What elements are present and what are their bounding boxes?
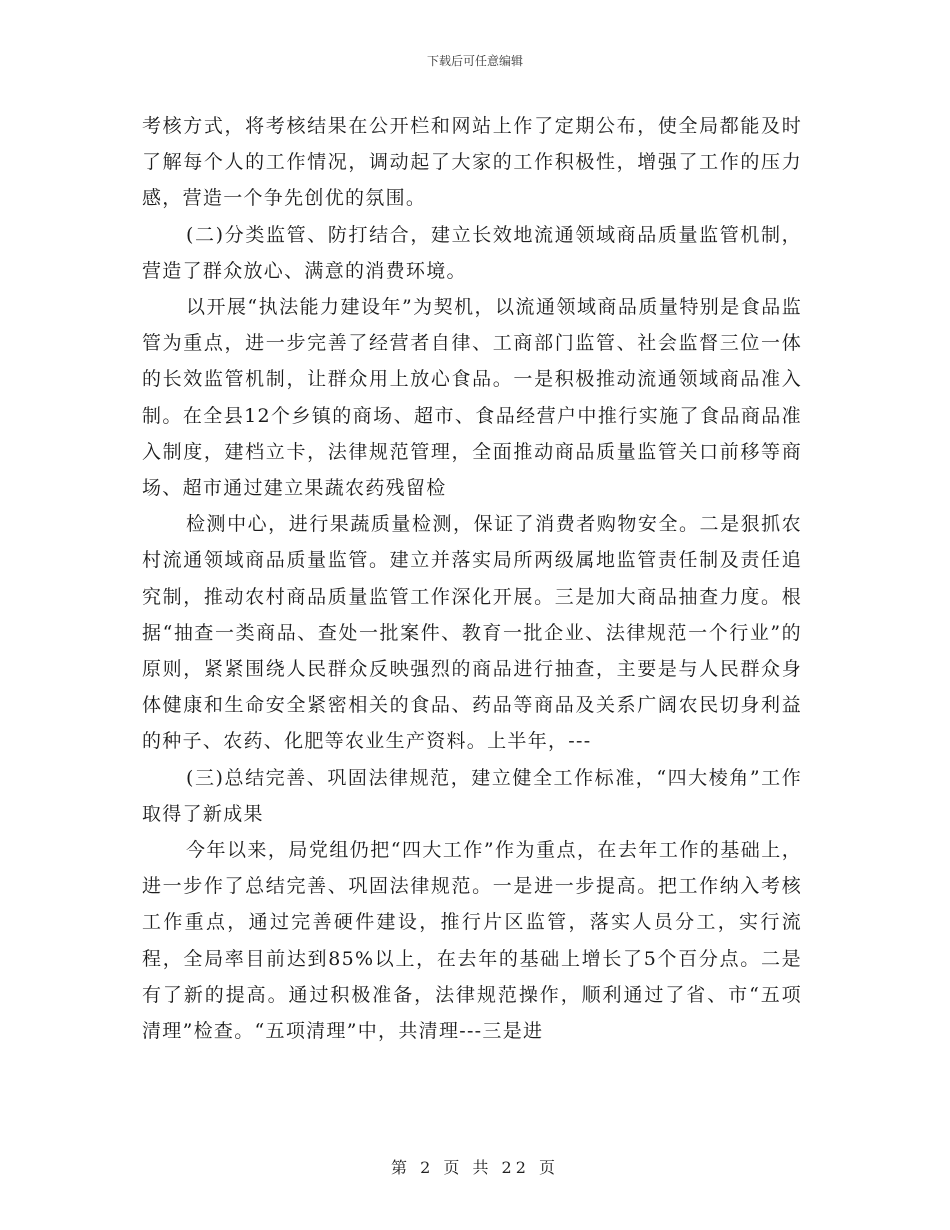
document-body bbox=[142, 108, 802, 1049]
page-header: 下载后可任意编辑 bbox=[426, 54, 523, 68]
paragraph-6: 今年以来，局党组仍把“四大工作”作为重点，在去年工作的基础上，进一步作了总结完善、巩固法律规范。一是进一步提高。把工作纳入考核工作重点，通过完善硬件建设，推行片区监管，落实人员分工，实行流程，全局率目前达到85%以上，在去年的基础上增长了5个百分点。二是有了新的提高。通过积极准备，法律规范操作，顺利通过了省、市“五项清理”检查。“五项清理”中，共清理---三是进 bbox=[142, 839, 802, 1043]
paragraph-2-heading: (二)分类监管、防打结合，建立长效地流通领域商品质量监管机制，营造了群众放心、满意的消费环境。 bbox=[142, 223, 802, 282]
page-footer: 第 2 页 共 22 页 bbox=[391, 1158, 559, 1177]
paragraph-1: 考核方式，将考核结果在公开栏和网站上作了定期公布，使全局都能及时了解每个人的工作情况，调动起了大家的工作积极性，增强了工作的压力感，营造一个争先创优的氛围。 bbox=[142, 115, 802, 210]
paragraph-3: 以开展“执法能力建设年”为契机，以流通领域商品质量特别是食品监管为重点，进一步完善了经营者自律、工商部门监管、社会监督三位一体的长效监管机制，让群众用上放心食品。一是积极推动流通领域商品准入制。在全县12个乡镇的商场、超市、食品经营户中推行实施了食品商品准入制度，建档立卡，法律规范管理，全面推动商品质量监管关口前移等商场、超市通过建立果蔬农药残留检 bbox=[142, 296, 802, 500]
paragraph-5-heading: (三)总结完善、巩固法律规范，建立健全工作标准，“四大棱角”工作取得了新成果 bbox=[142, 766, 802, 825]
paragraph-4: 检测中心，进行果蔬质量检测，保证了消费者购物安全。二是狠抓农村流通领域商品质量监管。建立并落实局所两级属地监管责任制及责任追究制，推动农村商品质量监管工作深化开展。三是加大商品抽查力度。根据“抽查一类商品、查处一批案件、教育一批企业、法律规范一个行业”的原则，紧紧围绕人民群众反映强烈的商品进行抽查，主要是与人民群众身体健康和生命安全紧密相关的食品、药品等商品及关系广阔农民切身利益的种子、农药、化肥等农业生产资料。上半年，--- bbox=[142, 513, 802, 753]
